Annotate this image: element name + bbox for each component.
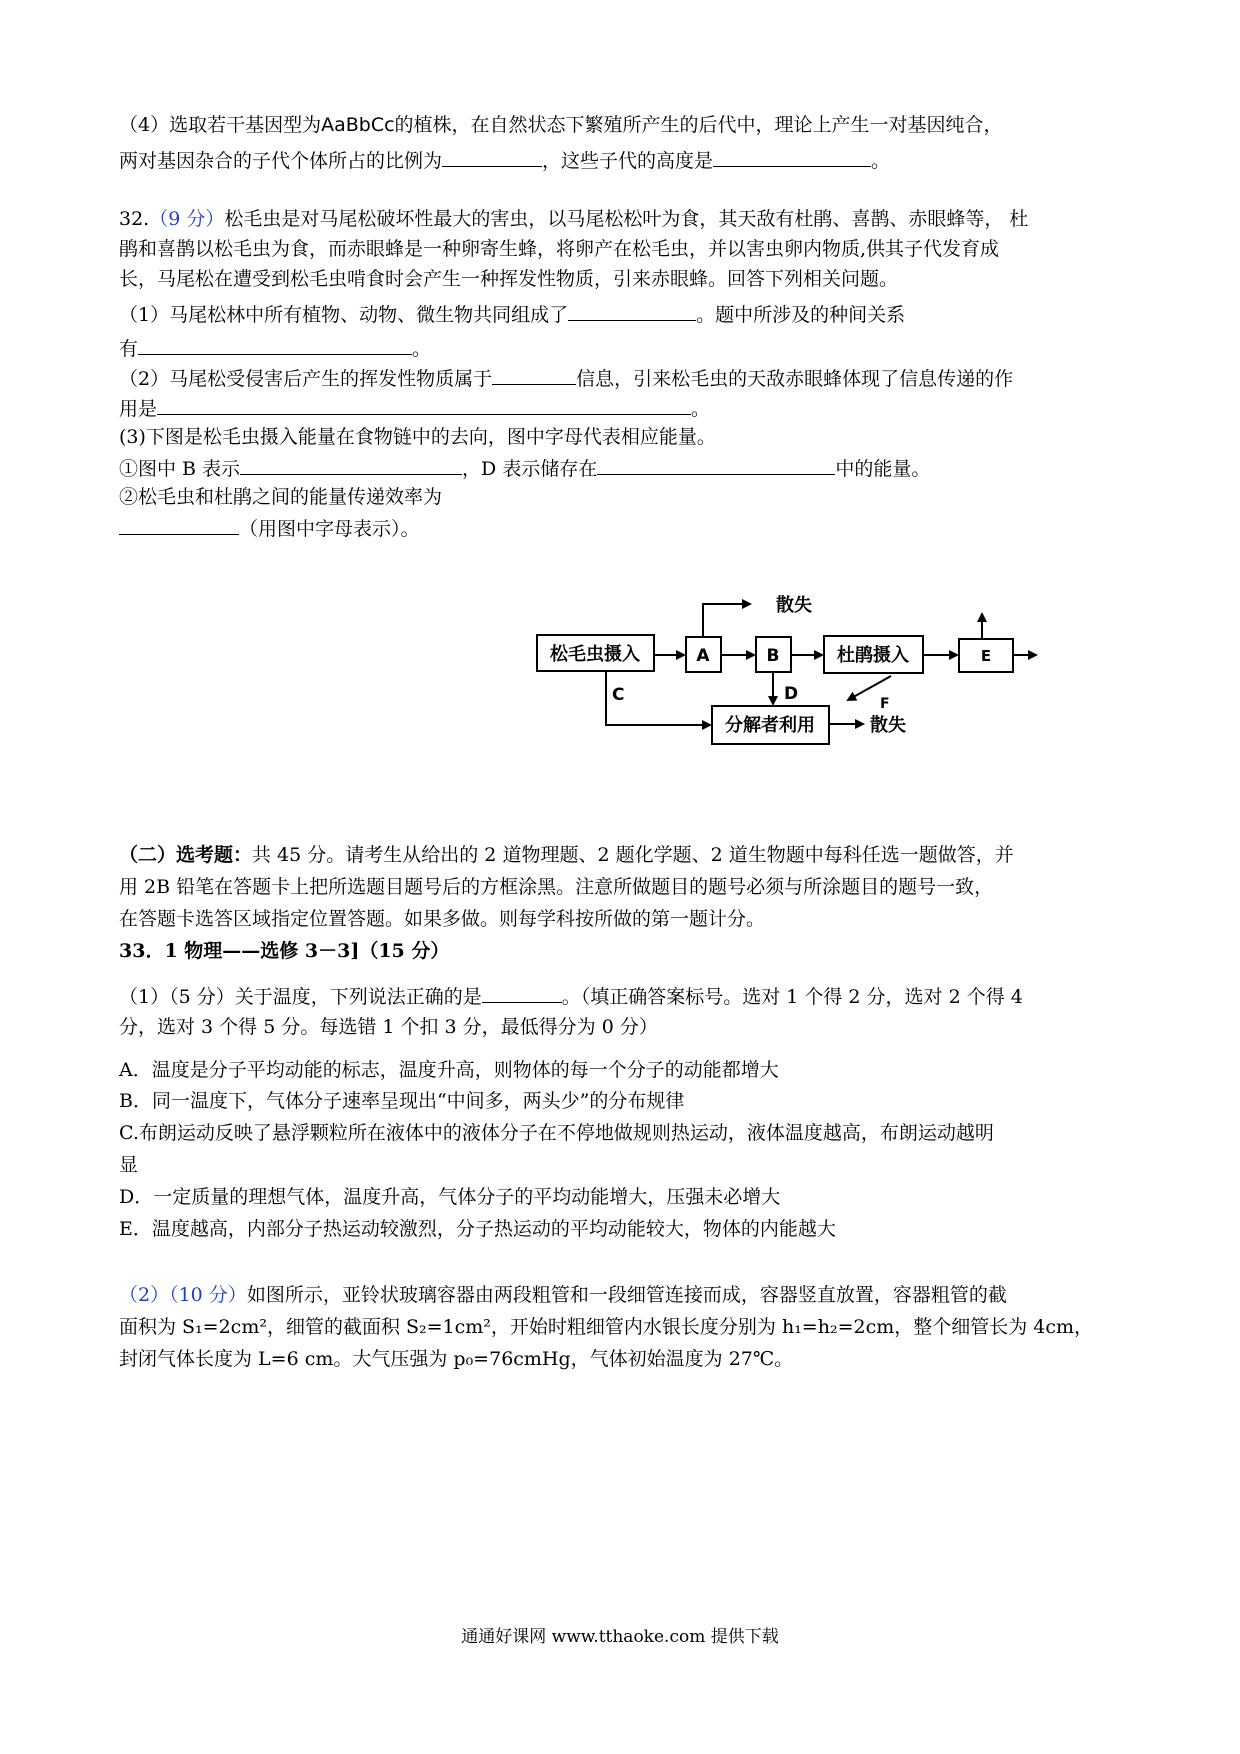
q32-part1-text: 。 [412,338,432,360]
q31-part4-text: 的植株，在自然状态下繁殖所产生的后代中，理论上产生一对基因纯合， [394,114,1003,136]
label-d: D [784,684,799,704]
box-a-label: A [696,646,710,666]
elective-text: 在答题卡选答区域指定位置答题。如果多做。则每学科按所做的第一题计分。 [119,908,766,930]
q31-part4-text: （4）选取若干基因型为 [119,114,322,136]
box-pine-caterpillar-label: 松毛虫摄入 [550,644,640,665]
question-number: 32. [119,208,150,230]
q33-part2-line3: 封闭气体长度为 L=6 cm。大气压强为 p₀=76cmHg，气体初始温度为 27℃。 [119,1348,794,1370]
elective-text: 用 2B 铅笔在答题卡上把所选题目题号后的方框涂黑。注意所做题目的题号必须与所涂题目的题号一致， [119,876,994,898]
box-cuckoo-label: 杜鹃摄入 [837,645,909,666]
q33-part1-text: （1）（5 分）关于温度，下列说法正确的是 [119,986,482,1008]
q32-part3-text: ，D 表示储存在 [462,458,598,480]
q31-part4-text: 两对基因杂合的子代个体所占的比例为 [119,150,443,172]
q32-part3-text: 中的能量。 [835,458,931,480]
q32-part1-text: （1）马尾松林中所有植物、动物、微生物共同组成了 [119,304,569,326]
q32-part1-text: 。题中所涉及的种间关系 [696,304,906,326]
genotype: AaBbCc [321,114,395,136]
q32-part2-text: 。 [691,398,711,420]
q32-part3-text: ②松毛虫和杜鹃之间的能量传递效率为 [119,486,443,508]
answer-blank[interactable] [482,982,562,1003]
option-c-cont: 显 [119,1154,139,1176]
q32-part1-text: 有 [119,338,139,360]
q32-stem-text: 长，马尾松在遭受到松毛虫啃食时会产生一种挥发性物质，引来赤眼蜂。回答下列相关问题。 [119,268,899,290]
option-d: D．一定质量的理想气体，温度升高，气体分子的平均动能增大，压强未必增大 [119,1186,781,1208]
arrow-a-loss [703,604,750,637]
elective-line1 [119,842,1014,868]
q32-stem-text: 松毛虫是对马尾松破坏性最大的害虫，以马尾松松叶为食，其天敌有杜鹃、喜鹊、赤眼蜂等， 杜 [224,208,1029,230]
label-f: F [880,696,890,712]
option-c: C.布朗运动反映了悬浮颗粒所在液体中的液体分子在不停地做规则热运动，液体温度越高，布朗运动越明 [119,1122,994,1144]
energy-flow-diagram [0,0,1240,760]
label-loss-bottom: 散失 [870,715,906,736]
option-a: A．温度是分子平均动能的标志，温度升高，则物体的每一个分子的动能都增大 [119,1059,779,1081]
elective-heading: （二）选考题： [119,844,253,866]
q32-part2-text: （2）马尾松受侵害后产生的挥发性物质属于 [119,368,493,390]
q33-title: 33．1 物理——选修 3－3]（15 分） [119,940,450,962]
q32-part2-text: 信息，引来松毛虫的天敌赤眼蜂体现了信息传递的作 [576,368,1014,390]
q33-part1-text: 分，选对 3 个得 5 分。每选错 1 个扣 3 分，最低得分为 0 分） [119,1016,658,1038]
elective-line2 [119,874,993,900]
box-b-label: B [766,646,780,666]
q32-part3-text: (3)下图是松毛虫摄入能量在食物链中的去向，图中字母代表相应能量。 [119,426,716,448]
q33-part2-score: （2）（10 分） [119,1284,247,1306]
q32-part3-text: ①图中 B 表示 [119,458,241,480]
option-b: B．同一温度下，气体分子速率呈现出“中间多，两头少”的分布规律 [119,1090,685,1112]
q33-part2-text: 如图所示，亚铃状玻璃容器由两段粗管和一段细管连接而成，容器竖直放置，容器粗管的截 [246,1284,1007,1306]
q31-part4-text: 。 [871,150,891,172]
label-c: C [612,685,625,705]
q32-stem-text: 鹃和喜鹊以松毛虫为食，而赤眼蜂是一种卵寄生蜂，将卵产在松毛虫，并以害虫卵内物质,供其子代发育成 [119,238,1000,260]
q32-part2-text: 用是 [119,398,158,420]
q33-part1-text: 。（填正确答案标号。选对 1 个得 2 分，选对 2 个得 4 [561,986,1023,1008]
label-loss-top: 散失 [776,595,812,616]
box-decomposer-label: 分解者利用 [725,715,815,736]
q33-part2-line1 [119,1282,1007,1308]
elective-line3 [119,906,765,932]
q33-part1-line2 [119,1014,658,1040]
q31-part4-text: ，这些子代的高度是 [542,150,714,172]
question-score: （9 分） [149,208,225,230]
q33-part1-line1 [119,982,1023,1010]
box-e-label: E [980,647,992,665]
elective-text: 共 45 分。请考生从给出的 2 道物理题、2 题化学题、2 道生物题中每科任选一题做答，并 [252,844,1014,866]
q32-part3-text: （用图中字母表示）。 [239,518,420,540]
option-e: E．温度越高，内部分子热运动较激烈，分子热运动的平均动能较大，物体的内能越大 [119,1218,836,1240]
page-footer: 通通好课网 www.tthaoke.com 提供下载 [461,1627,779,1647]
q33-part2-line2: 面积为 S₁=2cm²，细管的截面积 S₂=1cm²，开始时粗细管内水银长度分别为 h₁=h₂=2cm，整个细管长为 4cm， [119,1316,1094,1338]
